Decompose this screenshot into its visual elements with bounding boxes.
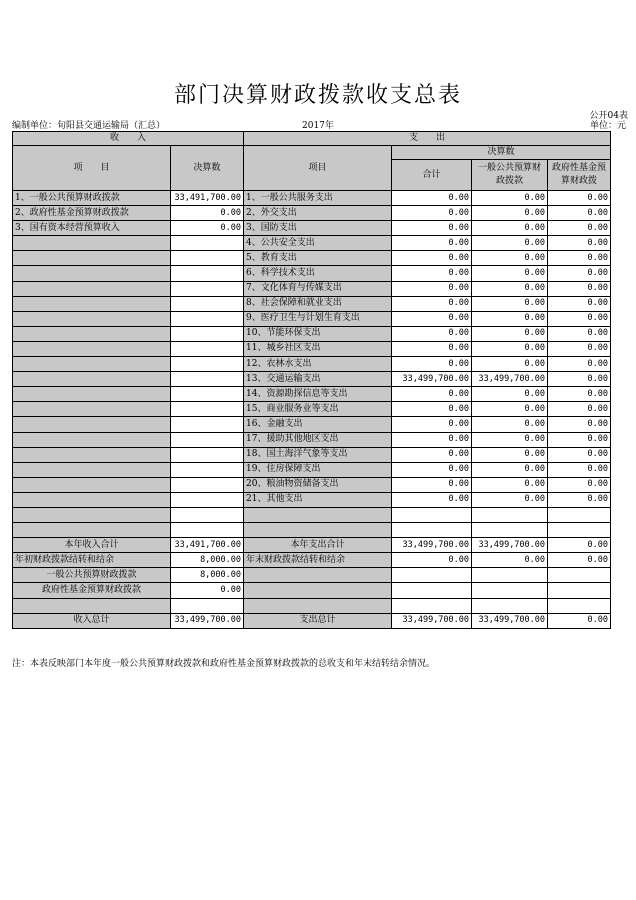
expense-general-cell: 0.00: [472, 311, 548, 326]
expense-general-cell: 0.00: [472, 447, 548, 462]
expense-total-cell: 0.00: [392, 432, 472, 447]
expense-fund-cell: 0.00: [548, 387, 611, 402]
table-row: [13, 206, 611, 221]
form-number: 公开04表: [589, 111, 628, 121]
income-amount-header: 决算数: [171, 146, 244, 191]
income-item-cell: [13, 251, 171, 266]
table-row: [13, 492, 611, 507]
income-item-cell: [13, 266, 171, 281]
table-row: [13, 553, 611, 568]
income-item-cell: [13, 236, 171, 251]
income-item-cell: [13, 326, 171, 341]
expense-total-cell: [392, 598, 472, 613]
expense-item-cell: 2、外交支出: [244, 206, 392, 221]
income-amount-cell: [171, 402, 244, 417]
expense-total-cell: 0.00: [392, 236, 472, 251]
expense-general-cell: 0.00: [472, 236, 548, 251]
expense-total-cell: 0.00: [392, 266, 472, 281]
expense-item-cell: 15、商业服务业等支出: [244, 402, 392, 417]
expense-item-cell: 10、节能环保支出: [244, 326, 392, 341]
table-row: [13, 523, 611, 538]
expense-total-cell: [392, 507, 472, 522]
expense-total-cell: 0.00: [392, 477, 472, 492]
expense-item-cell: [244, 523, 392, 538]
table-row: [13, 432, 611, 447]
expense-total-cell: 0.00: [392, 462, 472, 477]
income-amount-cell: [171, 281, 244, 296]
expense-item-cell: 5、教育支出: [244, 251, 392, 266]
expense-item-cell: 16、金融支出: [244, 417, 392, 432]
expense-fund-cell: 0.00: [548, 432, 611, 447]
header-info: [12, 118, 626, 130]
expense-total-cell: 0.00: [392, 341, 472, 356]
table-row: [13, 311, 611, 326]
table-row: [13, 221, 611, 236]
expense-total-cell: 0.00: [392, 251, 472, 266]
expense-fund-cell: 0.00: [548, 326, 611, 341]
expense-fund-cell: 0.00: [548, 357, 611, 372]
income-item-cell: [13, 598, 171, 613]
expense-fund-cell: [548, 507, 611, 522]
expense-total-cell: 33,499,700.00: [392, 538, 472, 553]
unit-label: 单位：元: [589, 121, 626, 131]
expense-total-cell: 0.00: [392, 387, 472, 402]
table-row: [13, 462, 611, 477]
expense-general-cell: 0.00: [472, 387, 548, 402]
income-item-cell: 3、国有资本经营预算收入: [13, 221, 171, 236]
organization-label: 编制单位：旬阳县交通运输局（汇总）: [12, 121, 166, 131]
income-item-cell: 本年收入合计: [13, 538, 171, 553]
expense-total-cell: 0.00: [392, 296, 472, 311]
income-amount-cell: [171, 523, 244, 538]
expense-item-cell: 8、社会保障和就业支出: [244, 296, 392, 311]
expense-general-cell: 0.00: [472, 462, 548, 477]
expense-total-cell: [392, 583, 472, 598]
table-row: [13, 296, 611, 311]
year-label: 2017年: [302, 121, 334, 131]
expense-fund-cell: [548, 523, 611, 538]
table-row: [13, 372, 611, 387]
expense-fund-cell: 0.00: [548, 417, 611, 432]
income-header: 收 入: [13, 132, 244, 146]
expense-fund-cell: 0.00: [548, 281, 611, 296]
expense-item-cell: 支出总计: [244, 613, 392, 628]
expense-item-cell: 本年支出合计: [244, 538, 392, 553]
expense-fund-cell: 0.00: [548, 266, 611, 281]
expense-general-cell: 0.00: [472, 432, 548, 447]
income-item-cell: 政府性基金预算财政拨款: [13, 583, 171, 598]
expense-fund-cell: 0.00: [548, 221, 611, 236]
expense-total-cell: 33,499,700.00: [392, 372, 472, 387]
income-amount-cell: [171, 432, 244, 447]
expense-total-cell: 0.00: [392, 191, 472, 206]
income-item-cell: 2、政府性基金预算财政拨款: [13, 206, 171, 221]
income-amount-cell: 33,491,700.00: [171, 191, 244, 206]
income-amount-cell: 8,000.00: [171, 568, 244, 583]
income-item-cell: 1、一般公共预算财政拨款: [13, 191, 171, 206]
expense-general-cell: 0.00: [472, 341, 548, 356]
expense-total-cell: 0.00: [392, 447, 472, 462]
table-row: [13, 191, 611, 206]
income-amount-cell: [171, 311, 244, 326]
expense-fund-cell: [548, 568, 611, 583]
expense-item-cell: [244, 583, 392, 598]
table-row: [13, 236, 611, 251]
expense-total-cell: 0.00: [392, 417, 472, 432]
expense-item-cell: 18、国土海洋气象等支出: [244, 447, 392, 462]
budget-table: [12, 131, 611, 629]
footnote: 注：本表反映部门本年度一般公共预算财政拨款和政府性基金预算财政拨款的总收支和年末结转结余情况。: [12, 659, 436, 669]
expense-general-cell: 0.00: [472, 281, 548, 296]
expense-fund-cell: 0.00: [548, 296, 611, 311]
expense-fund-cell: 0.00: [548, 341, 611, 356]
income-amount-cell: [171, 251, 244, 266]
expense-general-cell: 33,499,700.00: [472, 538, 548, 553]
expense-general-cell: [472, 507, 548, 522]
expense-item-cell: 13、交通运输支出: [244, 372, 392, 387]
expense-fund-cell: 0.00: [548, 492, 611, 507]
table-row: [13, 598, 611, 613]
income-amount-cell: [171, 477, 244, 492]
expense-fund-cell: 0.00: [548, 613, 611, 628]
expense-fund-cell: 0.00: [548, 372, 611, 387]
expense-general-cell: [472, 523, 548, 538]
expense-fund-cell: 0.00: [548, 236, 611, 251]
income-amount-cell: 0.00: [171, 583, 244, 598]
expense-fund-cell: 0.00: [548, 553, 611, 568]
expense-general-cell: [472, 583, 548, 598]
expense-item-cell: 12、农林水支出: [244, 357, 392, 372]
expense-fund-cell: 0.00: [548, 538, 611, 553]
income-item-cell: [13, 492, 171, 507]
income-amount-cell: [171, 507, 244, 522]
income-amount-cell: [171, 357, 244, 372]
expense-general-cell: 0.00: [472, 296, 548, 311]
table-row: [13, 613, 611, 628]
expense-general-cell: 0.00: [472, 553, 548, 568]
expense-total-cell: [392, 523, 472, 538]
expense-general-cell: 0.00: [472, 492, 548, 507]
income-item-cell: [13, 387, 171, 402]
income-item-cell: [13, 432, 171, 447]
expense-fund-cell: 0.00: [548, 191, 611, 206]
expense-fund-cell: [548, 598, 611, 613]
expense-total-cell: 0.00: [392, 492, 472, 507]
income-item-cell: [13, 341, 171, 356]
expense-item-cell: [244, 568, 392, 583]
table-row: [13, 507, 611, 522]
income-amount-cell: 0.00: [171, 221, 244, 236]
table-row: [13, 583, 611, 598]
expense-general-cell: 0.00: [472, 251, 548, 266]
expense-amount-header: 决算数: [392, 146, 611, 160]
income-amount-cell: [171, 266, 244, 281]
income-item-cell: [13, 417, 171, 432]
expense-general-cell: 0.00: [472, 357, 548, 372]
income-amount-cell: [171, 447, 244, 462]
expense-general-cell: [472, 568, 548, 583]
income-amount-cell: [171, 236, 244, 251]
expense-general-cell: 33,499,700.00: [472, 613, 548, 628]
expense-item-cell: 11、城乡社区支出: [244, 341, 392, 356]
expense-header: 支 出: [244, 132, 611, 146]
expense-general-cell: 0.00: [472, 266, 548, 281]
income-item-header: 项 目: [13, 146, 171, 191]
expense-item-cell: 14、资源勘探信息等支出: [244, 387, 392, 402]
income-amount-cell: 33,499,700.00: [171, 613, 244, 628]
expense-general-cell: 0.00: [472, 206, 548, 221]
income-amount-cell: 8,000.00: [171, 553, 244, 568]
total-header: 合计: [392, 160, 472, 191]
expense-fund-cell: 0.00: [548, 447, 611, 462]
expense-fund-cell: 0.00: [548, 462, 611, 477]
expense-total-cell: 0.00: [392, 553, 472, 568]
income-amount-cell: [171, 296, 244, 311]
expense-total-cell: 0.00: [392, 402, 472, 417]
income-amount-cell: [171, 417, 244, 432]
expense-fund-cell: [548, 583, 611, 598]
expense-item-cell: 9、医疗卫生与计划生育支出: [244, 311, 392, 326]
expense-item-cell: 4、公共安全支出: [244, 236, 392, 251]
expense-total-cell: 0.00: [392, 311, 472, 326]
income-item-cell: [13, 296, 171, 311]
income-amount-cell: [171, 598, 244, 613]
expense-general-cell: 0.00: [472, 477, 548, 492]
expense-general-cell: 0.00: [472, 326, 548, 341]
page-title: 部门决算财政拨款收支总表: [173, 83, 462, 108]
expense-total-cell: [392, 568, 472, 583]
fund-budget-header: 政府性基金预算财政拨: [548, 160, 611, 191]
income-amount-cell: [171, 462, 244, 477]
table-row: [13, 341, 611, 356]
income-amount-cell: [171, 326, 244, 341]
expense-general-cell: 0.00: [472, 417, 548, 432]
income-item-cell: 收入总计: [13, 613, 171, 628]
table-row: [13, 447, 611, 462]
income-item-cell: [13, 477, 171, 492]
expense-item-cell: 21、其他支出: [244, 492, 392, 507]
expense-item-header: 项目: [244, 146, 392, 191]
expense-item-cell: 6、科学技术支出: [244, 266, 392, 281]
expense-item-cell: 年末财政拨款结转和结余: [244, 553, 392, 568]
expense-fund-cell: 0.00: [548, 402, 611, 417]
income-item-cell: [13, 281, 171, 296]
expense-general-cell: 0.00: [472, 402, 548, 417]
income-amount-cell: [171, 372, 244, 387]
income-item-cell: [13, 402, 171, 417]
expense-item-cell: 7、文化体育与传媒支出: [244, 281, 392, 296]
table-row: [13, 387, 611, 402]
expense-item-cell: 3、国防支出: [244, 221, 392, 236]
general-budget-header: 一般公共预算财政拨款: [472, 160, 548, 191]
table-row: [13, 477, 611, 492]
expense-total-cell: 0.00: [392, 281, 472, 296]
table-row: [13, 251, 611, 266]
table-row: [13, 538, 611, 553]
expense-general-cell: 0.00: [472, 191, 548, 206]
table-row: [13, 417, 611, 432]
expense-fund-cell: 0.00: [548, 206, 611, 221]
income-item-cell: [13, 523, 171, 538]
expense-general-cell: 0.00: [472, 221, 548, 236]
income-item-cell: [13, 311, 171, 326]
expense-item-cell: 17、援助其他地区支出: [244, 432, 392, 447]
expense-item-cell: 1、一般公共服务支出: [244, 191, 392, 206]
expense-total-cell: 0.00: [392, 206, 472, 221]
table-row: [13, 326, 611, 341]
expense-item-cell: [244, 507, 392, 522]
income-item-cell: [13, 462, 171, 477]
expense-total-cell: 33,499,700.00: [392, 613, 472, 628]
table-row: [13, 266, 611, 281]
expense-total-cell: 0.00: [392, 357, 472, 372]
expense-fund-cell: 0.00: [548, 477, 611, 492]
expense-item-cell: 20、粮油物资储备支出: [244, 477, 392, 492]
income-amount-cell: 33,491,700.00: [171, 538, 244, 553]
expense-general-cell: [472, 598, 548, 613]
income-item-cell: 一般公共预算财政拨款: [13, 568, 171, 583]
income-amount-cell: 0.00: [171, 206, 244, 221]
income-amount-cell: [171, 387, 244, 402]
expense-item-cell: 19、住房保障支出: [244, 462, 392, 477]
income-item-cell: [13, 372, 171, 387]
income-item-cell: [13, 447, 171, 462]
expense-total-cell: 0.00: [392, 326, 472, 341]
expense-total-cell: 0.00: [392, 221, 472, 236]
income-amount-cell: [171, 341, 244, 356]
table-row: [13, 402, 611, 417]
table-row: [13, 357, 611, 372]
income-item-cell: [13, 507, 171, 522]
income-amount-cell: [171, 492, 244, 507]
table-row: [13, 568, 611, 583]
expense-fund-cell: 0.00: [548, 251, 611, 266]
income-item-cell: 年初财政拨款结转和结余: [13, 553, 171, 568]
income-item-cell: [13, 357, 171, 372]
expense-general-cell: 33,499,700.00: [472, 372, 548, 387]
expense-fund-cell: 0.00: [548, 311, 611, 326]
expense-item-cell: [244, 598, 392, 613]
table-row: [13, 281, 611, 296]
